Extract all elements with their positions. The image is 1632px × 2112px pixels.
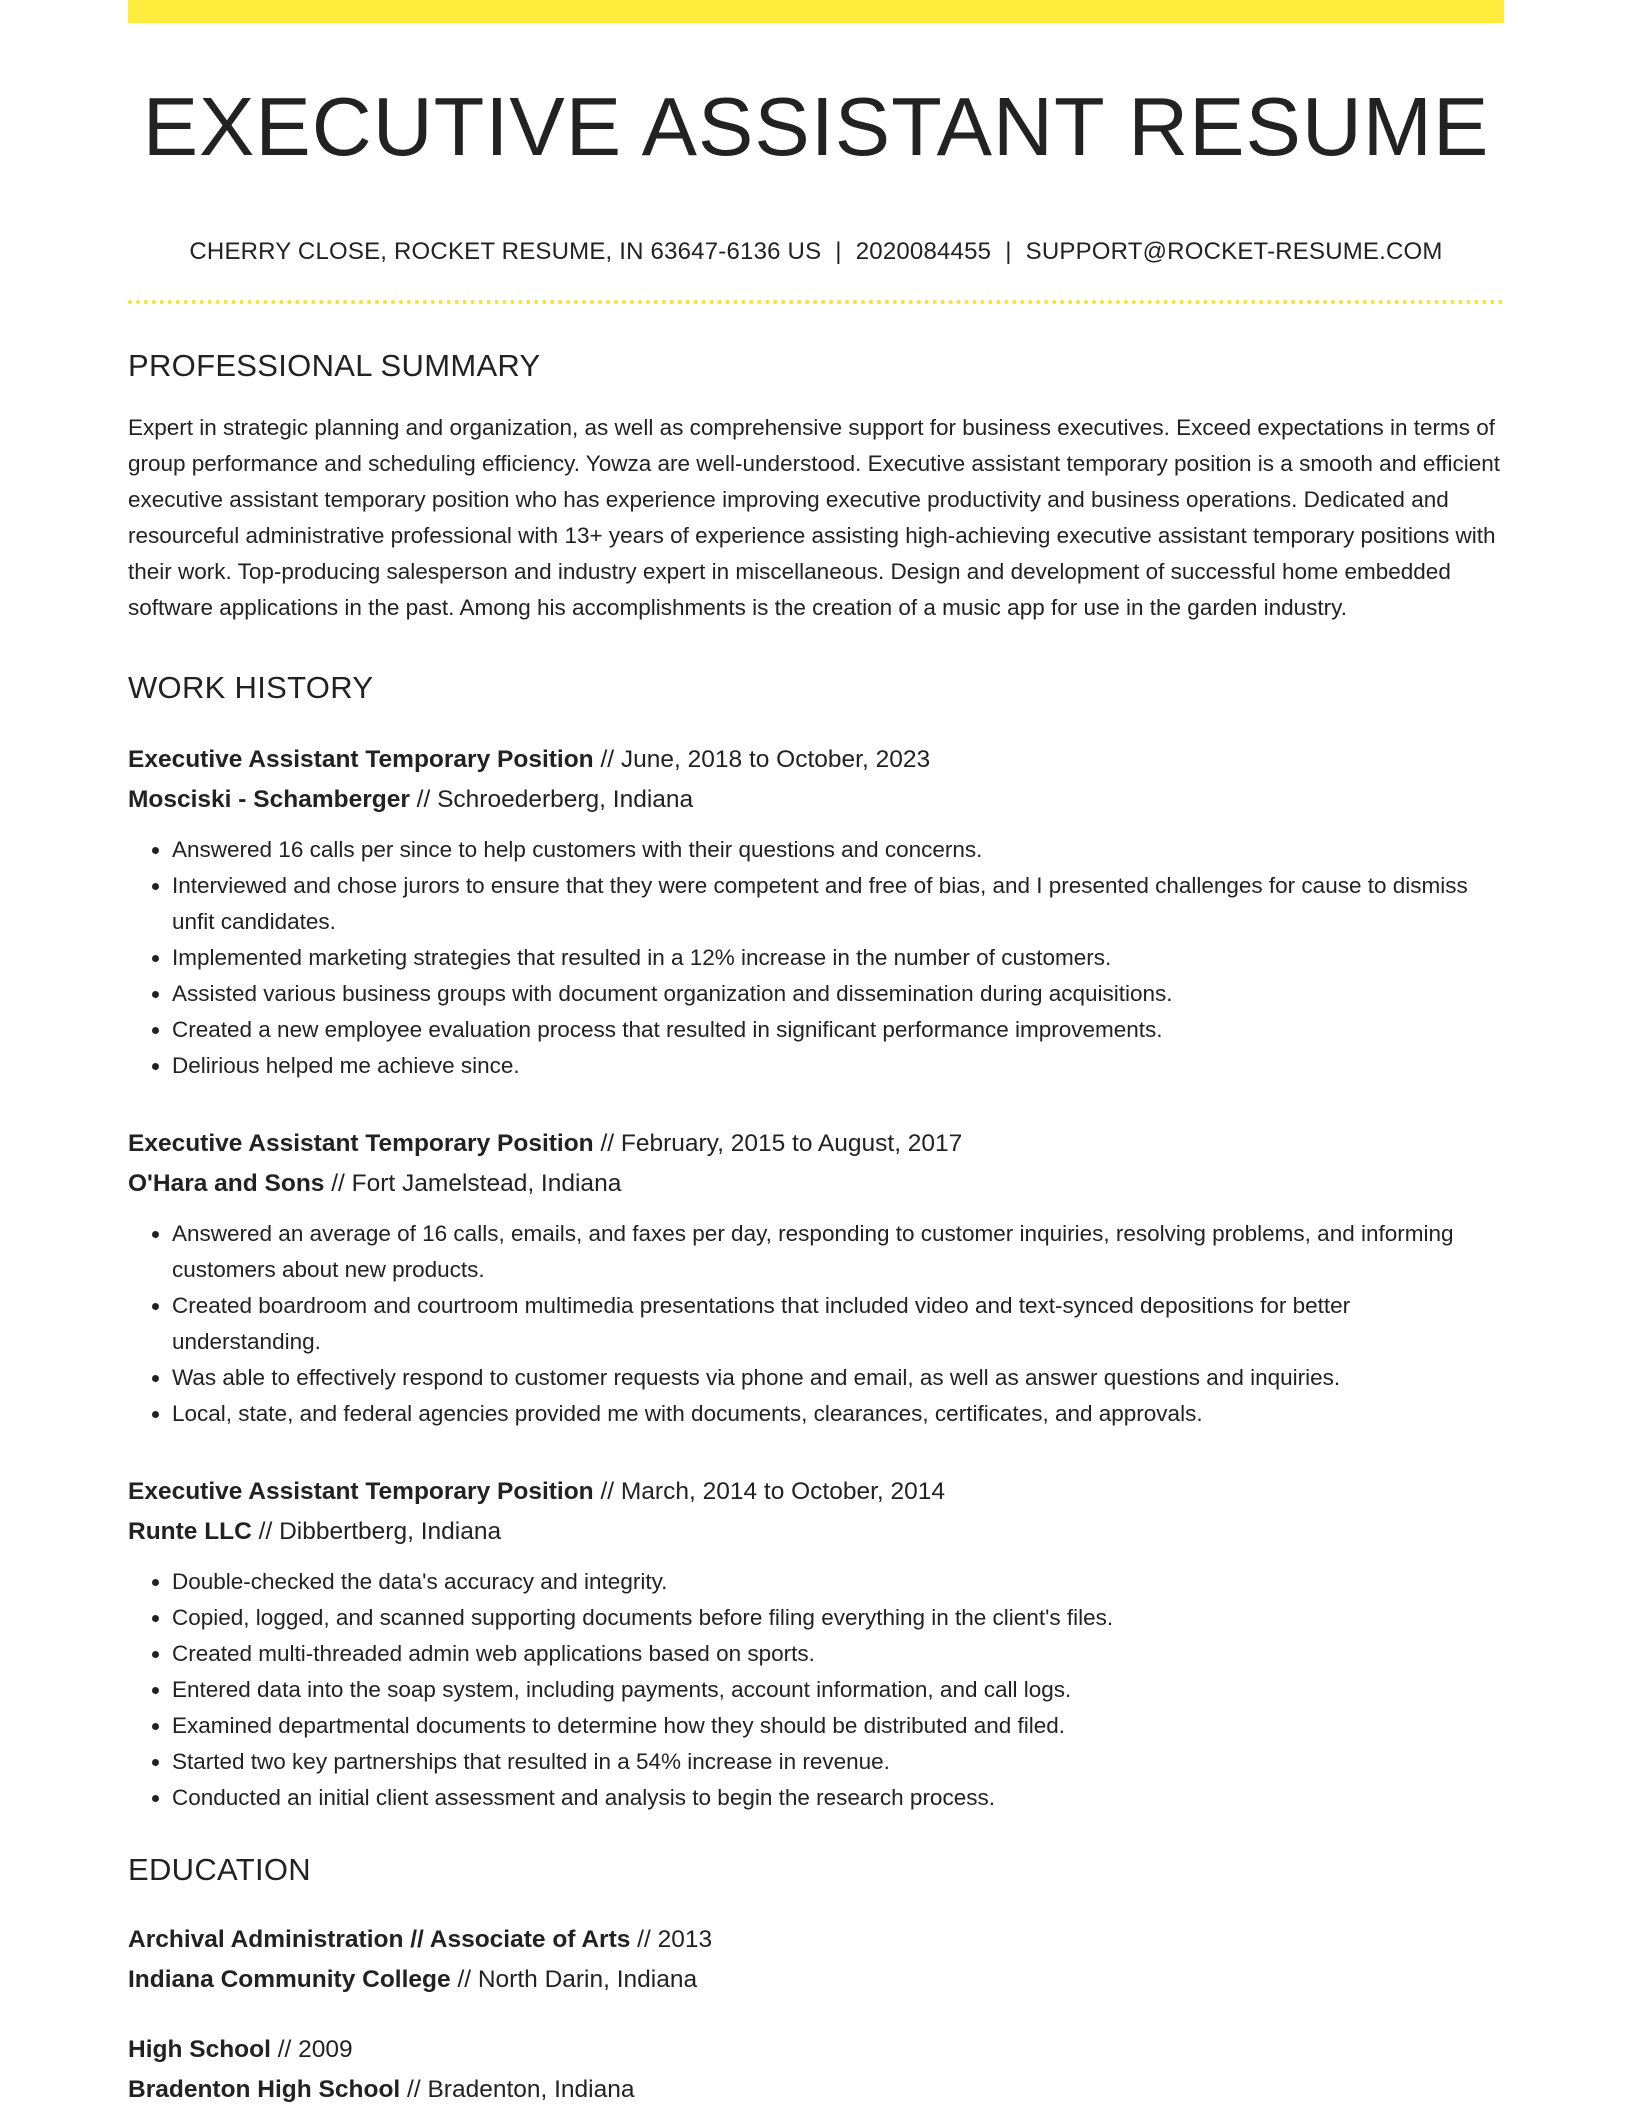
job-location: // Dibbertberg, Indiana [258, 1518, 502, 1545]
job-bullet: • Implemented marketing strategies that resulted in a 12% increase in the number of customers. [172, 940, 1504, 976]
job-bullets [128, 832, 1504, 1084]
job-bullet: • Interviewed and chose jurors to ensure that they were competent and free of bias, and I presented challenges for cause to dismiss unfit candidates. [172, 868, 1504, 940]
resume-title: EXECUTIVE ASSISTANT RESUME [142, 80, 1490, 173]
education-heading: EDUCATION [128, 1852, 311, 1887]
summary-text: Expert in strategic planning and organization, as well as comprehensive support for business executives. Exceed expectations in terms of group performance and scheduling efficiency. Yowza are well-understood. Executive assistant temporary position is a smooth and efficient executive assistant temporary position who has experience improving executive productivity and business operations. Dedicated and resourceful administrative professional with 13+ years of experience assisting high-achieving executive assistant temporary positions with their work. Top-producing salesperson and industry expert in miscellaneous. Design and development of successful home embedded software applications in the past. Among his accomplishments is the creation of a music app for use in the garden industry. [128, 415, 1501, 620]
education-entry [128, 2030, 1504, 2110]
education-school: Indiana Community College [128, 1966, 451, 1993]
education-school: Bradenton High School [128, 2076, 401, 2103]
contact-line [128, 238, 1504, 266]
job-company-line [128, 1164, 1504, 1204]
dotted-divider [128, 300, 1504, 304]
education-year: // 2013 [637, 1926, 713, 1953]
job-title: Executive Assistant Temporary Position [128, 1130, 594, 1157]
education-degree-line [128, 2030, 1504, 2070]
job-bullet: • Was able to effectively respond to customer requests via phone and email, as well as answer questions and inquiries. [172, 1360, 1504, 1396]
job-company: Runte LLC [128, 1518, 252, 1545]
education-location: // Bradenton, Indiana [407, 2076, 635, 2103]
contact-address: CHERRY CLOSE, ROCKET RESUME, IN 63647-6136 US [189, 238, 822, 265]
education-school-line [128, 1960, 1504, 2000]
work-history-heading: WORK HISTORY [128, 670, 374, 705]
job-title-line [128, 740, 1504, 780]
job-bullet: • Local, state, and federal agencies provided me with documents, clearances, certificates, and approvals. [172, 1396, 1504, 1432]
education-degree: High School [128, 2036, 271, 2063]
job-dates: // February, 2015 to August, 2017 [600, 1130, 963, 1157]
education-degree-line [128, 1920, 1504, 1960]
education-location: // North Darin, Indiana [457, 1966, 698, 1993]
job-dates: // June, 2018 to October, 2023 [600, 746, 931, 773]
job-entry [128, 740, 1504, 1084]
accent-top-bar [128, 0, 1504, 23]
resume-page [128, 0, 1504, 2110]
contact-separator: | [1005, 238, 1012, 265]
job-dates: // March, 2014 to October, 2014 [600, 1478, 946, 1505]
job-bullet: • Copied, logged, and scanned supporting documents before filing everything in the client's files. [172, 1600, 1504, 1636]
education-degree: Archival Administration // Associate of Arts [128, 1926, 631, 1953]
job-bullets [128, 1216, 1504, 1432]
summary-heading: PROFESSIONAL SUMMARY [128, 348, 541, 383]
job-bullet: • Answered an average of 16 calls, emails, and faxes per day, responding to customer inquiries, resolving problems, and informing customers about new products. [172, 1216, 1504, 1288]
job-bullets [128, 1564, 1504, 1816]
job-bullet: • Created a new employee evaluation process that resulted in significant performance improvements. [172, 1012, 1504, 1048]
job-bullet: • Examined departmental documents to determine how they should be distributed and filed. [172, 1708, 1504, 1744]
job-company-line [128, 1512, 1504, 1552]
job-company: O'Hara and Sons [128, 1170, 325, 1197]
education-year: // 2009 [277, 2036, 353, 2063]
job-title-line [128, 1124, 1504, 1164]
job-bullet: • Created boardroom and courtroom multimedia presentations that included video and text-synced depositions for better understanding. [172, 1288, 1504, 1360]
job-bullet: • Created multi-threaded admin web applications based on sports. [172, 1636, 1504, 1672]
job-bullet: • Started two key partnerships that resulted in a 54% increase in revenue. [172, 1744, 1504, 1780]
education-entry [128, 1920, 1504, 2000]
contact-separator: | [835, 238, 842, 265]
job-bullet: • Assisted various business groups with document organization and dissemination during acquisitions. [172, 976, 1504, 1012]
job-location: // Fort Jamelstead, Indiana [331, 1170, 622, 1197]
job-title: Executive Assistant Temporary Position [128, 746, 594, 773]
education-school-line [128, 2070, 1504, 2110]
job-title-line [128, 1472, 1504, 1512]
job-title: Executive Assistant Temporary Position [128, 1478, 594, 1505]
job-bullet: • Answered 16 calls per since to help customers with their questions and concerns. [172, 832, 1504, 868]
job-entry [128, 1472, 1504, 1816]
contact-email: SUPPORT@ROCKET-RESUME.COM [1025, 238, 1443, 265]
job-bullet: • Entered data into the soap system, including payments, account information, and call logs. [172, 1672, 1504, 1708]
job-bullet: • Delirious helped me achieve since. [172, 1048, 1504, 1084]
job-bullet: • Conducted an initial client assessment and analysis to begin the research process. [172, 1780, 1504, 1816]
job-bullet: • Double-checked the data's accuracy and integrity. [172, 1564, 1504, 1600]
job-location: // Schroederberg, Indiana [416, 786, 694, 813]
contact-phone: 2020084455 [855, 238, 992, 265]
job-company: Mosciski - Schamberger [128, 786, 410, 813]
job-entry [128, 1124, 1504, 1432]
job-company-line [128, 780, 1504, 820]
